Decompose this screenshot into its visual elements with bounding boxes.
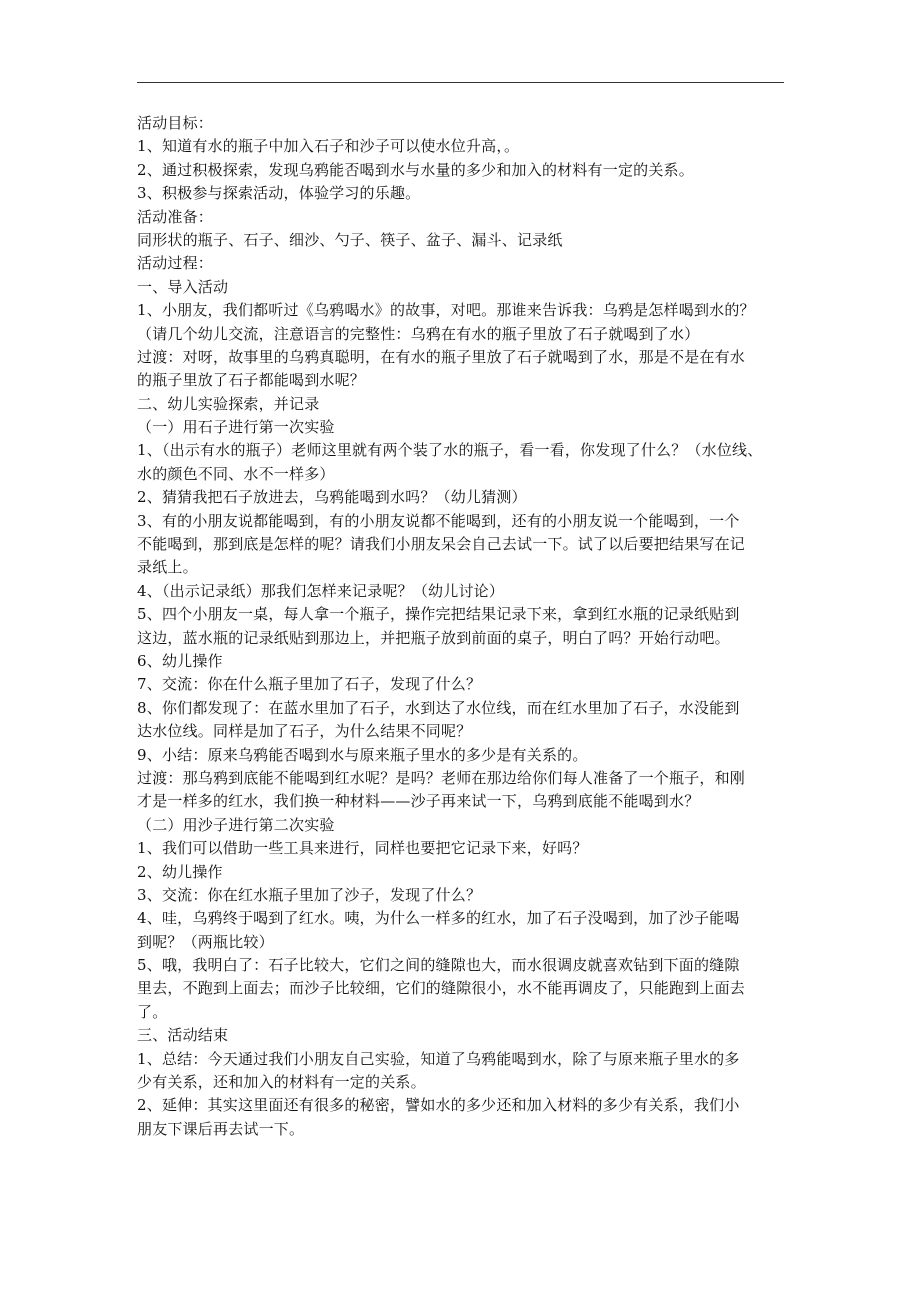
text-line: 不能喝到，那到底是怎样的呢？请我们小朋友呆会自己去试一下。试了以后要把结果写在记 — [137, 535, 746, 554]
subpart-heading-stones: （一）用石子进行第一次实验 — [137, 418, 335, 437]
document-body — [137, 112, 797, 1141]
text-line: 的瓶子里放了石子都能喝到水呢？ — [137, 371, 366, 390]
text-line: 7、交流：你在什么瓶子里加了石子，发现了什么？ — [137, 675, 482, 694]
text-line: 2、猜猜我把石子放进去，乌鸦能喝到水吗？（幼儿猜测） — [137, 488, 527, 507]
subpart-heading-sand: （二）用沙子进行第二次实验 — [137, 815, 335, 834]
text-line: 2、延伸：其实这里面还有很多的秘密，譬如水的多少还和加入材料的多少有关系，我们小 — [137, 1096, 740, 1115]
text-line: （请几个幼儿交流，注意语言的完整性：乌鸦在有水的瓶子里放了石子就喝到了水） — [137, 324, 700, 343]
preparation-materials: 同形状的瓶子、石子、细沙、勺子、筷子、盆子、漏斗、记录纸 — [137, 230, 563, 249]
text-line: 水的颜色不同、水不一样多） — [137, 464, 335, 483]
part-heading-intro: 一、导入活动 — [137, 277, 229, 296]
part-heading-experiment: 二、幼儿实验探索，并记录 — [137, 394, 320, 413]
text-line: 录纸上。 — [137, 558, 198, 577]
text-line: 1、总结：今天通过我们小朋友自己实验，知道了乌鸦能喝到水，除了与原来瓶子里水的多 — [137, 1049, 740, 1068]
text-line: 这边，蓝水瓶的记录纸贴到那边上，并把瓶子放到前面的桌子，明白了吗？开始行动吧。 — [137, 628, 730, 647]
text-line: 过渡：那乌鸦到底能不能喝到红水呢？是吗？老师在那边给你们每人准备了一个瓶子，和刚 — [137, 768, 746, 787]
part-heading-ending: 三、活动结束 — [137, 1026, 229, 1045]
section-heading-goals: 活动目标： — [137, 114, 214, 132]
text-line: 4、哇，乌鸦终于喝到了红水。咦，为什么一样多的红水，加了石子没喝到，加了沙子能喝 — [137, 909, 740, 928]
text-line: 到呢？（两瓶比较） — [137, 932, 274, 951]
text-line: 2、幼儿操作 — [137, 862, 223, 881]
text-line: 里去，不跑到上面去；而沙子比较细，它们的缝隙很小，水不能再调皮了，只能跑到上面去 — [137, 979, 746, 998]
text-line: 8、你们都发现了：在蓝水里加了石子，水到达了水位线，而在红水里加了石子，水没能到 — [137, 698, 740, 717]
text-line: 1、小朋友，我们都听过《乌鸦喝水》的故事，对吧。那谁来告诉我：乌鸦是怎样喝到水的？ — [137, 301, 755, 320]
goal-item-3: 3、积极参与探索活动，体验学习的乐趣。 — [137, 184, 421, 203]
text-line: 达水位线。同样是加了石子，为什么结果不同呢？ — [137, 722, 472, 741]
text-line: 1、我们可以借助一些工具来进行，同样也要把它记录下来，好吗？ — [137, 839, 588, 858]
goal-item-1: 1、知道有水的瓶子中加入石子和沙子可以使水位升高，。 — [137, 137, 520, 156]
header-rule — [137, 82, 784, 83]
text-line: 5、四个小朋友一桌，每人拿一个瓶子，操作完把结果记录下来，拿到红水瓶的记录纸贴到 — [137, 605, 740, 624]
text-line: 9、小结：原来乌鸦能否喝到水与原来瓶子里水的多少是有关系的。 — [137, 745, 588, 764]
text-line: 4、（出示记录纸）那我们怎样来记录呢？（幼儿讨论） — [137, 581, 505, 600]
text-line: 6、幼儿操作 — [137, 651, 223, 670]
text-line: 朋友下课后再去试一下。 — [137, 1119, 305, 1138]
text-line: 少有关系，还和加入的材料有一定的关系。 — [137, 1073, 426, 1092]
section-heading-process: 活动过程： — [137, 254, 214, 273]
goal-item-2: 2、通过积极探索，发现乌鸦能否喝到水与水量的多少和加入的材料有一定的关系。 — [137, 160, 694, 179]
text-line: 才是一样多的红水，我们换一种材料——沙子再来试一下，乌鸦到底能不能喝到水？ — [137, 792, 700, 811]
text-line: 5、哦，我明白了：石子比较大，它们之间的缝隙也大，而水很调皮就喜欢钻到下面的缝隙 — [137, 956, 740, 975]
text-line: 1、（出示有水的瓶子）老师这里就有两个装了水的瓶子，看一看，你发现了什么？（水位线、 — [137, 441, 763, 460]
text-line: 3、有的小朋友说都能喝到，有的小朋友说都不能喝到，还有的小朋友说一个能喝到，一个 — [137, 511, 740, 530]
text-line: 3、交流：你在红水瓶子里加了沙子，发现了什么？ — [137, 885, 482, 904]
text-line: 了。 — [137, 1002, 168, 1021]
section-heading-preparation: 活动准备： — [137, 207, 214, 226]
text-line: 过渡：对呀，故事里的乌鸦真聪明，在有水的瓶子里放了石子就喝到了水，那是不是在有水 — [137, 347, 746, 366]
